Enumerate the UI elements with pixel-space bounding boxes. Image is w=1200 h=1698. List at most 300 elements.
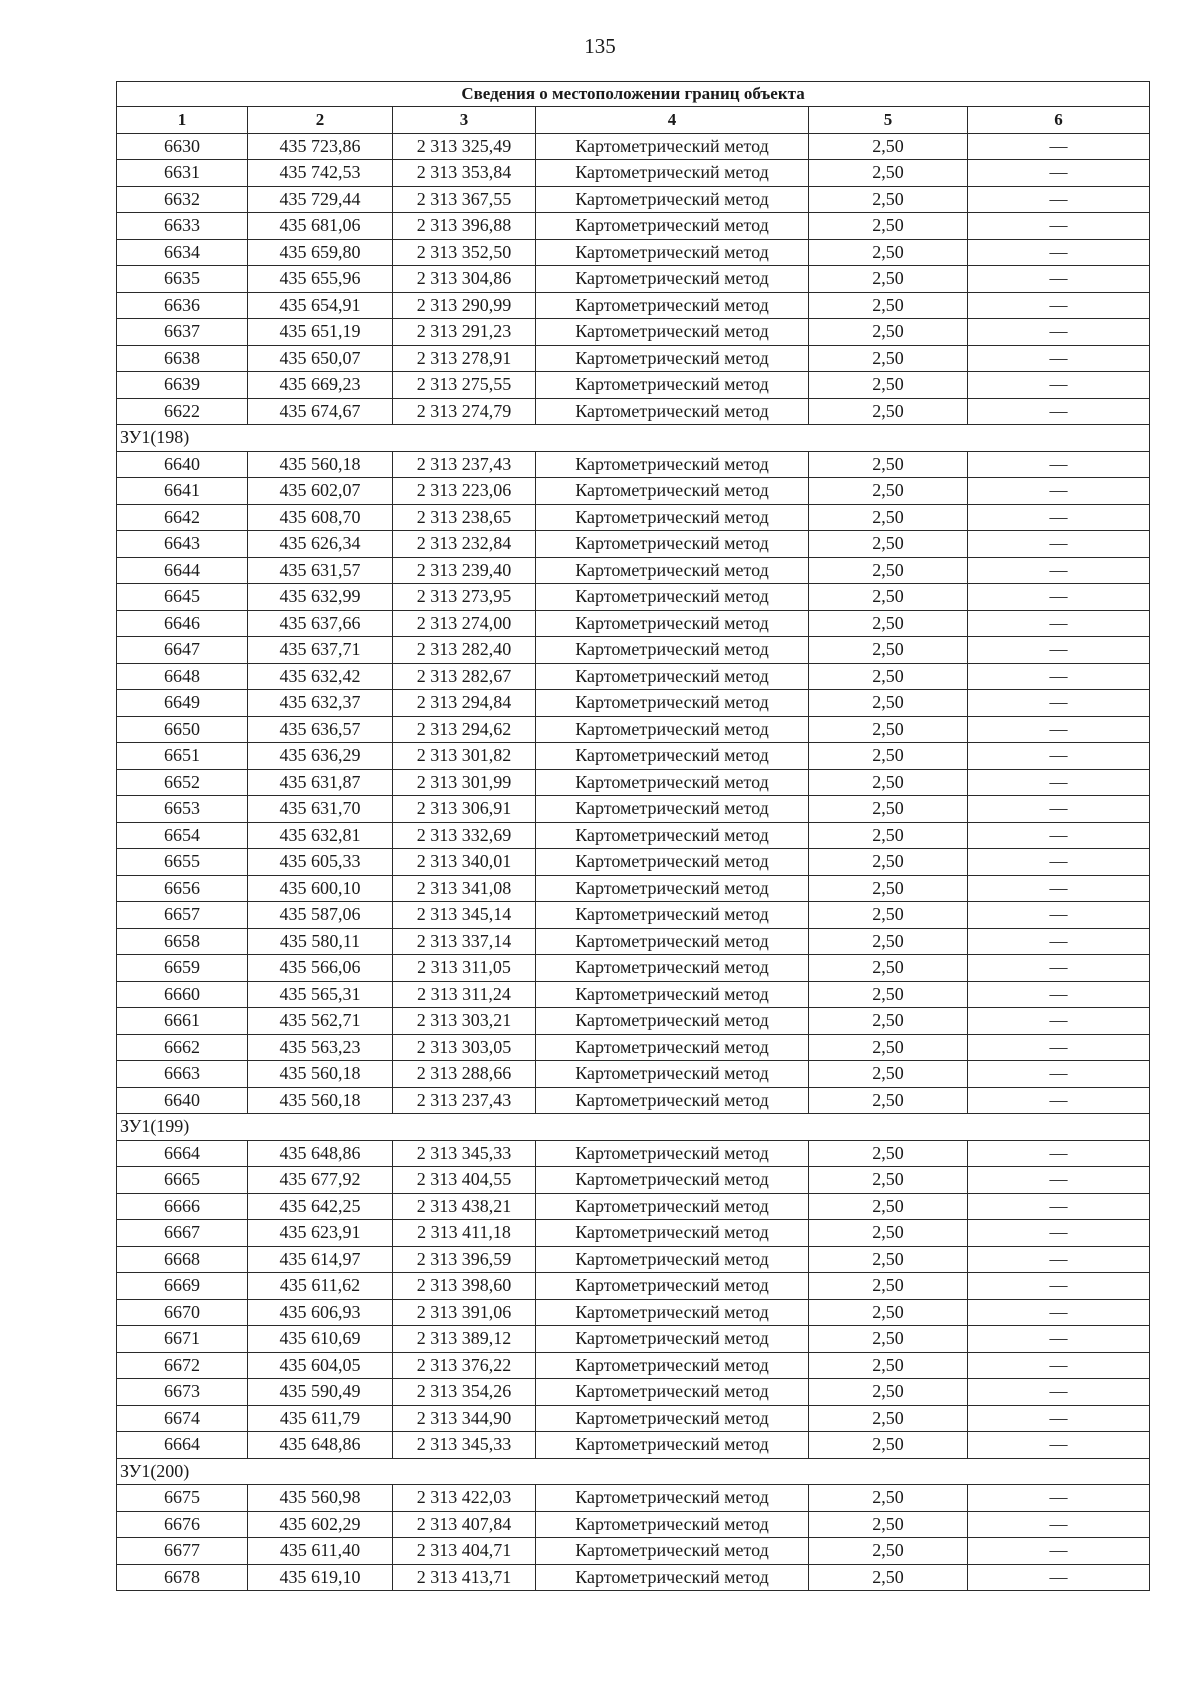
table-row	[117, 1352, 1150, 1379]
method-cell: Картометрический метод	[536, 1432, 809, 1459]
method-cell: Картометрический метод	[536, 743, 809, 770]
coord-y-cell: 2 313 311,05	[393, 955, 536, 982]
coord-x-cell: 435 636,57	[248, 716, 393, 743]
point-number-cell: 6673	[117, 1379, 248, 1406]
accuracy-cell: 2,50	[809, 663, 968, 690]
column-header-5: 5	[809, 107, 968, 134]
table-row	[117, 663, 1150, 690]
method-cell: Картометрический метод	[536, 372, 809, 399]
point-number-cell: 6647	[117, 637, 248, 664]
table-row	[117, 1432, 1150, 1459]
point-number-cell: 6640	[117, 451, 248, 478]
coord-y-cell: 2 313 282,67	[393, 663, 536, 690]
coord-x-cell: 435 674,67	[248, 398, 393, 425]
coord-y-cell: 2 313 407,84	[393, 1511, 536, 1538]
accuracy-cell: 2,50	[809, 345, 968, 372]
method-cell: Картометрический метод	[536, 822, 809, 849]
description-cell: —	[968, 875, 1150, 902]
description-cell: —	[968, 902, 1150, 929]
coord-x-cell: 435 626,34	[248, 531, 393, 558]
point-number-cell: 6635	[117, 266, 248, 293]
accuracy-cell: 2,50	[809, 955, 968, 982]
coord-y-cell: 2 313 303,21	[393, 1008, 536, 1035]
coord-y-cell: 2 313 274,79	[393, 398, 536, 425]
table-title: Сведения о местоположении границ объекта	[117, 82, 1150, 107]
method-cell: Картометрический метод	[536, 637, 809, 664]
table-row	[117, 1061, 1150, 1088]
accuracy-cell: 2,50	[809, 1538, 968, 1565]
point-number-cell: 6644	[117, 557, 248, 584]
coord-y-cell: 2 313 274,00	[393, 610, 536, 637]
method-cell: Картометрический метод	[536, 902, 809, 929]
point-number-cell: 6632	[117, 186, 248, 213]
page-number: 135	[584, 34, 616, 58]
table-row	[117, 928, 1150, 955]
coord-y-cell: 2 313 238,65	[393, 504, 536, 531]
accuracy-cell: 2,50	[809, 557, 968, 584]
coord-y-cell: 2 313 396,88	[393, 213, 536, 240]
accuracy-cell: 2,50	[809, 292, 968, 319]
accuracy-cell: 2,50	[809, 319, 968, 346]
point-number-cell: 6668	[117, 1246, 248, 1273]
accuracy-cell: 2,50	[809, 849, 968, 876]
point-number-cell: 6659	[117, 955, 248, 982]
accuracy-cell: 2,50	[809, 716, 968, 743]
column-header-6: 6	[968, 107, 1150, 134]
coord-x-cell: 435 611,79	[248, 1405, 393, 1432]
coord-x-cell: 435 587,06	[248, 902, 393, 929]
method-cell: Картометрический метод	[536, 875, 809, 902]
table-row	[117, 822, 1150, 849]
table-row	[117, 796, 1150, 823]
point-number-cell: 6678	[117, 1564, 248, 1591]
description-cell: —	[968, 1485, 1150, 1512]
coord-x-cell: 435 723,86	[248, 133, 393, 160]
method-cell: Картометрический метод	[536, 557, 809, 584]
coord-y-cell: 2 313 291,23	[393, 319, 536, 346]
coord-x-cell: 435 623,91	[248, 1220, 393, 1247]
coord-y-cell: 2 313 290,99	[393, 292, 536, 319]
accuracy-cell: 2,50	[809, 160, 968, 187]
method-cell: Картометрический метод	[536, 1167, 809, 1194]
coord-x-cell: 435 631,87	[248, 769, 393, 796]
description-cell: —	[968, 1220, 1150, 1247]
method-cell: Картометрический метод	[536, 292, 809, 319]
method-cell: Картометрический метод	[536, 319, 809, 346]
method-cell: Картометрический метод	[536, 1140, 809, 1167]
method-cell: Картометрический метод	[536, 133, 809, 160]
table-row	[117, 875, 1150, 902]
method-cell: Картометрический метод	[536, 1326, 809, 1353]
method-cell: Картометрический метод	[536, 504, 809, 531]
point-number-cell: 6622	[117, 398, 248, 425]
table-row	[117, 743, 1150, 770]
description-cell: —	[968, 1273, 1150, 1300]
coord-y-cell: 2 313 294,62	[393, 716, 536, 743]
accuracy-cell: 2,50	[809, 1034, 968, 1061]
point-number-cell: 6643	[117, 531, 248, 558]
coord-y-cell: 2 313 354,26	[393, 1379, 536, 1406]
accuracy-cell: 2,50	[809, 1273, 968, 1300]
table-row	[117, 345, 1150, 372]
description-cell: —	[968, 928, 1150, 955]
method-cell: Картометрический метод	[536, 213, 809, 240]
accuracy-cell: 2,50	[809, 1220, 968, 1247]
coord-y-cell: 2 313 345,33	[393, 1140, 536, 1167]
description-cell: —	[968, 1140, 1150, 1167]
description-cell: —	[968, 1511, 1150, 1538]
accuracy-cell: 2,50	[809, 478, 968, 505]
accuracy-cell: 2,50	[809, 637, 968, 664]
coord-x-cell: 435 560,18	[248, 1061, 393, 1088]
method-cell: Картометрический метод	[536, 716, 809, 743]
coord-y-cell: 2 313 438,21	[393, 1193, 536, 1220]
method-cell: Картометрический метод	[536, 1405, 809, 1432]
accuracy-cell: 2,50	[809, 1299, 968, 1326]
method-cell: Картометрический метод	[536, 1273, 809, 1300]
point-number-cell: 6641	[117, 478, 248, 505]
coord-x-cell: 435 560,98	[248, 1485, 393, 1512]
coord-x-cell: 435 619,10	[248, 1564, 393, 1591]
coord-x-cell: 435 637,66	[248, 610, 393, 637]
table-row	[117, 1538, 1150, 1565]
accuracy-cell: 2,50	[809, 266, 968, 293]
coord-y-cell: 2 313 288,66	[393, 1061, 536, 1088]
point-number-cell: 6657	[117, 902, 248, 929]
coord-y-cell: 2 313 237,43	[393, 1087, 536, 1114]
coord-y-cell: 2 313 301,99	[393, 769, 536, 796]
description-cell: —	[968, 663, 1150, 690]
method-cell: Картометрический метод	[536, 584, 809, 611]
table-row	[117, 1008, 1150, 1035]
table-row	[117, 186, 1150, 213]
coord-x-cell: 435 632,99	[248, 584, 393, 611]
coord-y-cell: 2 313 332,69	[393, 822, 536, 849]
table-row	[117, 160, 1150, 187]
accuracy-cell: 2,50	[809, 902, 968, 929]
coord-y-cell: 2 313 353,84	[393, 160, 536, 187]
point-number-cell: 6639	[117, 372, 248, 399]
point-number-cell: 6669	[117, 1273, 248, 1300]
coord-x-cell: 435 602,29	[248, 1511, 393, 1538]
point-number-cell: 6664	[117, 1140, 248, 1167]
point-number-cell: 6650	[117, 716, 248, 743]
accuracy-cell: 2,50	[809, 610, 968, 637]
table-row	[117, 902, 1150, 929]
group-row	[117, 1114, 1150, 1141]
method-cell: Картометрический метод	[536, 1299, 809, 1326]
coord-y-cell: 2 313 389,12	[393, 1326, 536, 1353]
boundary-coordinates-table	[116, 81, 1150, 1591]
description-cell: —	[968, 292, 1150, 319]
description-cell: —	[968, 451, 1150, 478]
coord-x-cell: 435 608,70	[248, 504, 393, 531]
coord-y-cell: 2 313 396,59	[393, 1246, 536, 1273]
point-number-cell: 6646	[117, 610, 248, 637]
accuracy-cell: 2,50	[809, 743, 968, 770]
accuracy-cell: 2,50	[809, 1087, 968, 1114]
description-cell: —	[968, 1008, 1150, 1035]
accuracy-cell: 2,50	[809, 1405, 968, 1432]
method-cell: Картометрический метод	[536, 610, 809, 637]
accuracy-cell: 2,50	[809, 584, 968, 611]
coord-x-cell: 435 606,93	[248, 1299, 393, 1326]
coord-y-cell: 2 313 341,08	[393, 875, 536, 902]
description-cell: —	[968, 186, 1150, 213]
description-cell: —	[968, 716, 1150, 743]
table-row	[117, 981, 1150, 1008]
description-cell: —	[968, 319, 1150, 346]
accuracy-cell: 2,50	[809, 1008, 968, 1035]
table-row	[117, 1087, 1150, 1114]
point-number-cell: 6640	[117, 1087, 248, 1114]
method-cell: Картометрический метод	[536, 1008, 809, 1035]
description-cell: —	[968, 769, 1150, 796]
coord-y-cell: 2 313 345,33	[393, 1432, 536, 1459]
point-number-cell: 6670	[117, 1299, 248, 1326]
coord-y-cell: 2 313 306,91	[393, 796, 536, 823]
point-number-cell: 6676	[117, 1511, 248, 1538]
table-row	[117, 1034, 1150, 1061]
method-cell: Картометрический метод	[536, 1087, 809, 1114]
table-row	[117, 504, 1150, 531]
point-number-cell: 6658	[117, 928, 248, 955]
description-cell: —	[968, 584, 1150, 611]
method-cell: Картометрический метод	[536, 266, 809, 293]
point-number-cell: 6671	[117, 1326, 248, 1353]
table-row	[117, 1379, 1150, 1406]
accuracy-cell: 2,50	[809, 1061, 968, 1088]
coord-y-cell: 2 313 422,03	[393, 1485, 536, 1512]
description-cell: —	[968, 690, 1150, 717]
description-cell: —	[968, 1432, 1150, 1459]
coord-y-cell: 2 313 391,06	[393, 1299, 536, 1326]
group-label: ЗУ1(200)	[117, 1458, 1150, 1485]
point-number-cell: 6651	[117, 743, 248, 770]
method-cell: Картометрический метод	[536, 981, 809, 1008]
coord-x-cell: 435 648,86	[248, 1432, 393, 1459]
column-header-3: 3	[393, 107, 536, 134]
table-row	[117, 451, 1150, 478]
coord-y-cell: 2 313 275,55	[393, 372, 536, 399]
coord-y-cell: 2 313 404,55	[393, 1167, 536, 1194]
description-cell: —	[968, 160, 1150, 187]
point-number-cell: 6634	[117, 239, 248, 266]
accuracy-cell: 2,50	[809, 1379, 968, 1406]
description-cell: —	[968, 372, 1150, 399]
table-row	[117, 398, 1150, 425]
accuracy-cell: 2,50	[809, 1511, 968, 1538]
point-number-cell: 6667	[117, 1220, 248, 1247]
method-cell: Картометрический метод	[536, 1564, 809, 1591]
group-row	[117, 1458, 1150, 1485]
coord-y-cell: 2 313 303,05	[393, 1034, 536, 1061]
accuracy-cell: 2,50	[809, 769, 968, 796]
coord-x-cell: 435 563,23	[248, 1034, 393, 1061]
table-row	[117, 1511, 1150, 1538]
table-row	[117, 1167, 1150, 1194]
coord-y-cell: 2 313 352,50	[393, 239, 536, 266]
description-cell: —	[968, 557, 1150, 584]
accuracy-cell: 2,50	[809, 451, 968, 478]
table-row	[117, 1299, 1150, 1326]
coord-y-cell: 2 313 294,84	[393, 690, 536, 717]
point-number-cell: 6638	[117, 345, 248, 372]
table-row	[117, 610, 1150, 637]
coord-y-cell: 2 313 223,06	[393, 478, 536, 505]
table-row	[117, 319, 1150, 346]
method-cell: Картометрический метод	[536, 663, 809, 690]
table-row	[117, 637, 1150, 664]
coord-x-cell: 435 600,10	[248, 875, 393, 902]
coord-x-cell: 435 651,19	[248, 319, 393, 346]
accuracy-cell: 2,50	[809, 531, 968, 558]
coord-x-cell: 435 560,18	[248, 451, 393, 478]
table-row	[117, 955, 1150, 982]
table-body	[117, 133, 1150, 1591]
coord-x-cell: 435 611,62	[248, 1273, 393, 1300]
point-number-cell: 6633	[117, 213, 248, 240]
accuracy-cell: 2,50	[809, 1193, 968, 1220]
table-row	[117, 239, 1150, 266]
coord-x-cell: 435 610,69	[248, 1326, 393, 1353]
accuracy-cell: 2,50	[809, 213, 968, 240]
point-number-cell: 6663	[117, 1061, 248, 1088]
method-cell: Картометрический метод	[536, 849, 809, 876]
accuracy-cell: 2,50	[809, 875, 968, 902]
coord-y-cell: 2 313 301,82	[393, 743, 536, 770]
description-cell: —	[968, 1193, 1150, 1220]
coord-x-cell: 435 565,31	[248, 981, 393, 1008]
description-cell: —	[968, 213, 1150, 240]
point-number-cell: 6656	[117, 875, 248, 902]
column-header-4: 4	[536, 107, 809, 134]
coord-x-cell: 435 560,18	[248, 1087, 393, 1114]
coord-y-cell: 2 313 325,49	[393, 133, 536, 160]
description-cell: —	[968, 849, 1150, 876]
point-number-cell: 6661	[117, 1008, 248, 1035]
point-number-cell: 6653	[117, 796, 248, 823]
table-title-row	[117, 82, 1150, 107]
coord-x-cell: 435 632,81	[248, 822, 393, 849]
coord-y-cell: 2 313 411,18	[393, 1220, 536, 1247]
point-number-cell: 6664	[117, 1432, 248, 1459]
method-cell: Картометрический метод	[536, 1485, 809, 1512]
point-number-cell: 6642	[117, 504, 248, 531]
coord-x-cell: 435 677,92	[248, 1167, 393, 1194]
point-number-cell: 6655	[117, 849, 248, 876]
table-row	[117, 1564, 1150, 1591]
coord-x-cell: 435 681,06	[248, 213, 393, 240]
method-cell: Картометрический метод	[536, 1193, 809, 1220]
accuracy-cell: 2,50	[809, 1326, 968, 1353]
method-cell: Картометрический метод	[536, 345, 809, 372]
coord-y-cell: 2 313 311,24	[393, 981, 536, 1008]
coord-y-cell: 2 313 282,40	[393, 637, 536, 664]
coord-x-cell: 435 631,57	[248, 557, 393, 584]
method-cell: Картометрический метод	[536, 398, 809, 425]
table-row	[117, 478, 1150, 505]
description-cell: —	[968, 1299, 1150, 1326]
table-row	[117, 1140, 1150, 1167]
group-row	[117, 425, 1150, 452]
description-cell: —	[968, 743, 1150, 770]
description-cell: —	[968, 1326, 1150, 1353]
coord-x-cell: 435 562,71	[248, 1008, 393, 1035]
method-cell: Картометрический метод	[536, 690, 809, 717]
coord-x-cell: 435 642,25	[248, 1193, 393, 1220]
point-number-cell: 6645	[117, 584, 248, 611]
table-row	[117, 372, 1150, 399]
coord-y-cell: 2 313 344,90	[393, 1405, 536, 1432]
coord-x-cell: 435 655,96	[248, 266, 393, 293]
description-cell: —	[968, 1564, 1150, 1591]
description-cell: —	[968, 531, 1150, 558]
table-row	[117, 1485, 1150, 1512]
description-cell: —	[968, 345, 1150, 372]
point-number-cell: 6636	[117, 292, 248, 319]
point-number-cell: 6677	[117, 1538, 248, 1565]
coord-x-cell: 435 602,07	[248, 478, 393, 505]
method-cell: Картометрический метод	[536, 928, 809, 955]
method-cell: Картометрический метод	[536, 955, 809, 982]
table-row	[117, 213, 1150, 240]
coord-y-cell: 2 313 278,91	[393, 345, 536, 372]
coord-x-cell: 435 659,80	[248, 239, 393, 266]
point-number-cell: 6654	[117, 822, 248, 849]
coord-x-cell: 435 604,05	[248, 1352, 393, 1379]
method-cell: Картометрический метод	[536, 1379, 809, 1406]
coord-x-cell: 435 614,97	[248, 1246, 393, 1273]
description-cell: —	[968, 504, 1150, 531]
description-cell: —	[968, 1087, 1150, 1114]
method-cell: Картометрический метод	[536, 160, 809, 187]
description-cell: —	[968, 610, 1150, 637]
coord-y-cell: 2 313 376,22	[393, 1352, 536, 1379]
accuracy-cell: 2,50	[809, 372, 968, 399]
description-cell: —	[968, 1061, 1150, 1088]
point-number-cell: 6649	[117, 690, 248, 717]
column-header-row	[117, 107, 1150, 134]
coord-x-cell: 435 590,49	[248, 1379, 393, 1406]
accuracy-cell: 2,50	[809, 1432, 968, 1459]
coord-y-cell: 2 313 398,60	[393, 1273, 536, 1300]
accuracy-cell: 2,50	[809, 1485, 968, 1512]
accuracy-cell: 2,50	[809, 1564, 968, 1591]
point-number-cell: 6660	[117, 981, 248, 1008]
accuracy-cell: 2,50	[809, 504, 968, 531]
description-cell: —	[968, 981, 1150, 1008]
table-row	[117, 531, 1150, 558]
method-cell: Картометрический метод	[536, 451, 809, 478]
column-header-1: 1	[117, 107, 248, 134]
point-number-cell: 6630	[117, 133, 248, 160]
description-cell: —	[968, 1352, 1150, 1379]
accuracy-cell: 2,50	[809, 1352, 968, 1379]
method-cell: Картометрический метод	[536, 1061, 809, 1088]
coord-x-cell: 435 650,07	[248, 345, 393, 372]
table-row	[117, 690, 1150, 717]
point-number-cell: 6631	[117, 160, 248, 187]
accuracy-cell: 2,50	[809, 796, 968, 823]
description-cell: —	[968, 1379, 1150, 1406]
description-cell: —	[968, 398, 1150, 425]
method-cell: Картометрический метод	[536, 769, 809, 796]
coord-x-cell: 435 729,44	[248, 186, 393, 213]
table-row	[117, 1220, 1150, 1247]
table-row	[117, 1193, 1150, 1220]
description-cell: —	[968, 133, 1150, 160]
